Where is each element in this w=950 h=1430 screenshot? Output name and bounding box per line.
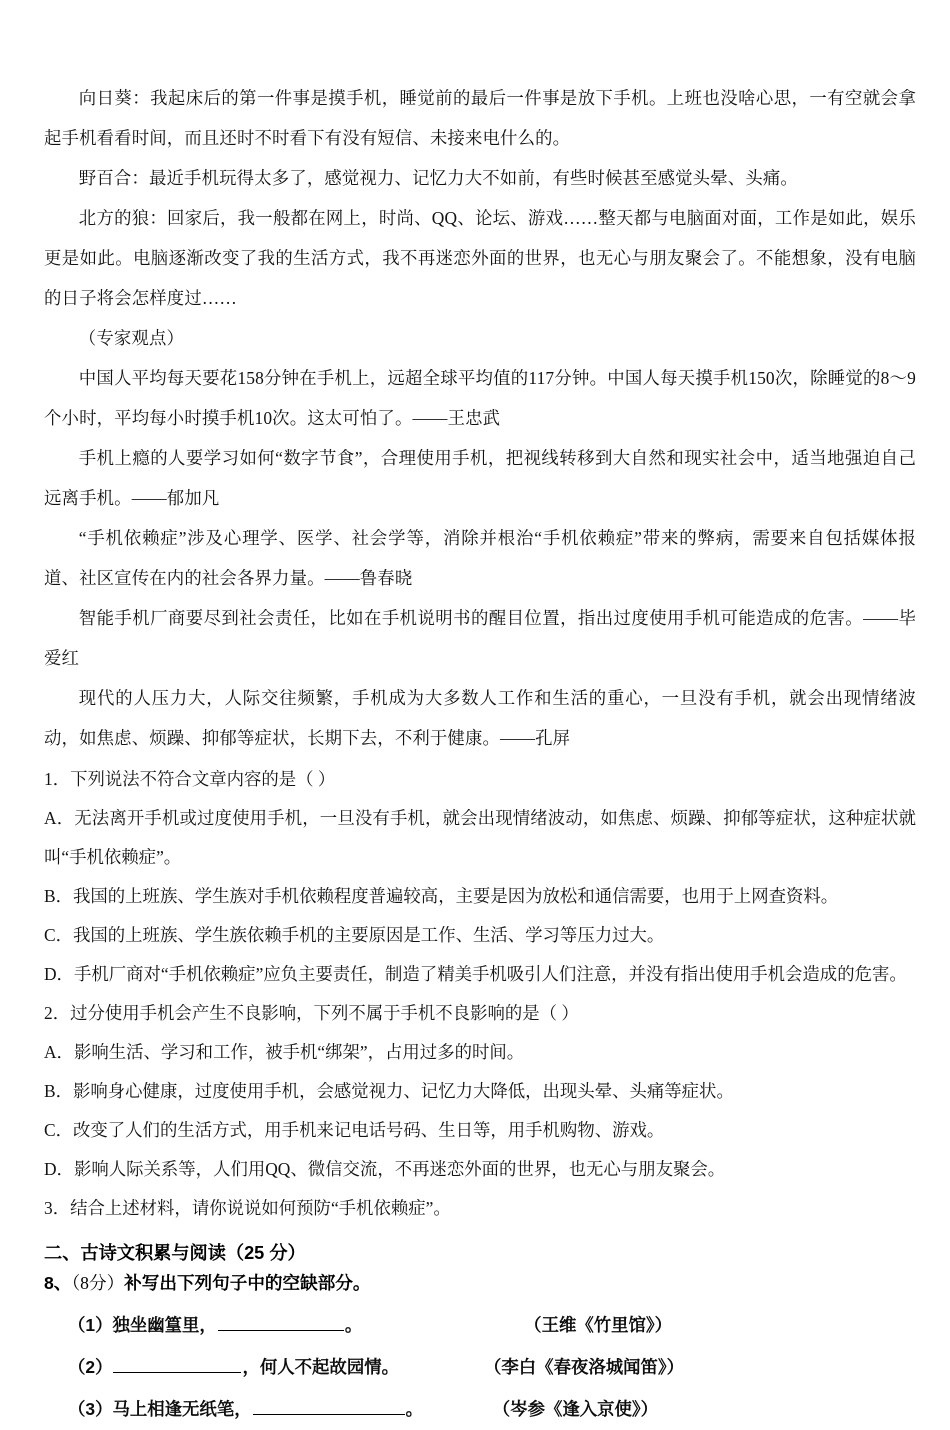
fill-in-blank-row-1 [44, 1304, 916, 1346]
expert-opinion-label: （专家观点） [78, 328, 185, 348]
questions-block [44, 760, 916, 1228]
passage-voice-xiangrikui: 向日葵：我起床后的第一件事是摸手机，睡觉前的最后一件事是放下手机。上班也没啥心思，一有空就会拿起手机看看时间，而且还时不时看下有没有短信、未接来电什么的。 [44, 88, 916, 148]
expert-opinion-luchunxiao: “手机依赖症”涉及心理学、医学、社会学等，消除并根治“手机依赖症”带来的弊病，需要来自包括媒体报道、社区宣传在内的社会各界力量。——鲁春晓 [44, 528, 916, 588]
passage-voice-yebaihe: 野百合：最近手机玩得太多了，感觉视力、记忆力大不如前，有些时候甚至感觉头晕、头痛。 [78, 168, 798, 188]
fill-in-blank-1-after: 。 [344, 1315, 363, 1335]
question-1-option-b[interactable]: B．我国的上班族、学生族对手机依赖程度普遍较高，主要是因为放松和通信需要，也用于上网查资料。 [44, 886, 839, 906]
fill-in-blank-1-before: 独坐幽篁里， [112, 1315, 217, 1335]
fill-in-blank-1-text [68, 1304, 362, 1346]
fill-in-blank-1-label: （1） [68, 1315, 113, 1335]
question-2-option-a[interactable]: A．影响生活、学习和工作，被手机“绑架”，占用过多的时间。 [44, 1042, 525, 1062]
fill-in-blank-2-label: （2） [68, 1357, 113, 1377]
section-heading-two: 二、古诗文积累与阅读（25 分） [44, 1243, 306, 1263]
fill-in-blank-2-after: ，何人不起故园情。 [242, 1357, 399, 1377]
expert-opinion-yujiafan: 手机上瘾的人要学习如何“数字节食”，合理使用手机，把视线转移到大自然和现实社会中，适当地强迫自己远离手机。——郁加凡 [44, 448, 916, 508]
question-1-option-a[interactable]: A．无法离开手机或过度使用手机，一旦没有手机，就会出现情绪波动，如焦虑、烦躁、抑郁等症状，这种症状就叫“手机依赖症”。 [44, 808, 916, 867]
question-2-stem: 2．过分使用手机会产生不良影响，下列不属于手机不良影响的是（ ） [44, 1003, 579, 1023]
fill-in-blank-1-source: （王维《竹里馆》） [524, 1315, 672, 1335]
passage-block [44, 78, 916, 758]
fill-in-blank-2-source: （李白《春夜洛城闻笛》） [484, 1357, 684, 1377]
fill-in-blank-1-input[interactable] [218, 1312, 344, 1331]
fill-in-blank-3-source: （岑参《逢入京使》） [492, 1399, 658, 1419]
question-8-heading [44, 1268, 916, 1298]
fill-in-blank-2-input[interactable] [113, 1354, 241, 1373]
question-8-number: 8、 [44, 1273, 72, 1293]
question-2-option-b[interactable]: B．影响身心健康，过度使用手机，会感觉视力、记忆力大降低，出现头晕、头痛等症状。 [44, 1081, 734, 1101]
fill-in-blank-3-before: 马上相逢无纸笔， [112, 1399, 252, 1419]
question-8-score: （8分） [71, 1273, 125, 1293]
fill-in-blank-row-3 [44, 1388, 916, 1430]
fill-in-blank-3-after: 。 [405, 1399, 424, 1419]
fill-in-blank-2-text [68, 1346, 399, 1388]
question-3-stem: 3．结合上述材料，请你说说如何预防“手机依赖症”。 [44, 1198, 451, 1218]
fill-in-blank-list [44, 1304, 916, 1430]
question-1-stem: 1．下列说法不符合文章内容的是（ ） [44, 769, 336, 789]
fill-in-blank-3-input[interactable] [253, 1396, 405, 1415]
question-2-option-d[interactable]: D．影响人际关系等，人们用QQ、微信交流，不再迷恋外面的世界，也无心与朋友聚会。 [44, 1159, 726, 1179]
question-8-title: 补写出下列句子中的空缺部分。 [124, 1273, 371, 1293]
fill-in-blank-3-text [68, 1388, 423, 1430]
question-1-option-d[interactable]: D．手机厂商对“手机依赖症”应负主要责任，制造了精美手机吸引人们注意，并没有指出使用手机会造成的危害。 [44, 964, 907, 984]
passage-voice-beifangdelang: 北方的狼：回家后，我一般都在网上，时尚、QQ、论坛、游戏……整天都与电脑面对面，工作是如此，娱乐更是如此。电脑逐渐改变了我的生活方式，我不再迷恋外面的世界，也无心与朋友聚会了。不能想象，没有电脑的日子将会怎样度过…… [44, 208, 916, 308]
fill-in-blank-3-label: （3） [68, 1399, 113, 1419]
question-1-option-c[interactable]: C．我国的上班族、学生族依赖手机的主要原因是工作、生活、学习等压力过大。 [44, 925, 665, 945]
expert-opinion-biaihong: 智能手机厂商要尽到社会责任，比如在手机说明书的醒目位置，指出过度使用手机可能造成的危害。——毕爱红 [44, 608, 916, 668]
question-2-option-c[interactable]: C．改变了人们的生活方式，用手机来记电话号码、生日等，用手机购物、游戏。 [44, 1120, 665, 1140]
expert-opinion-kongping: 现代的人压力大，人际交往频繁，手机成为大多数人工作和生活的重心，一旦没有手机，就会出现情绪波动，如焦虑、烦躁、抑郁等症状，长期下去，不利于健康。——孔屏 [44, 688, 916, 748]
fill-in-blank-row-2 [44, 1346, 916, 1388]
expert-opinion-wangzhongwu: 中国人平均每天要花158分钟在手机上，远超全球平均值的117分钟。中国人每天摸手机150次，除睡觉的8～9个小时，平均每小时摸手机10次。这太可怕了。——王忠武 [44, 368, 916, 428]
